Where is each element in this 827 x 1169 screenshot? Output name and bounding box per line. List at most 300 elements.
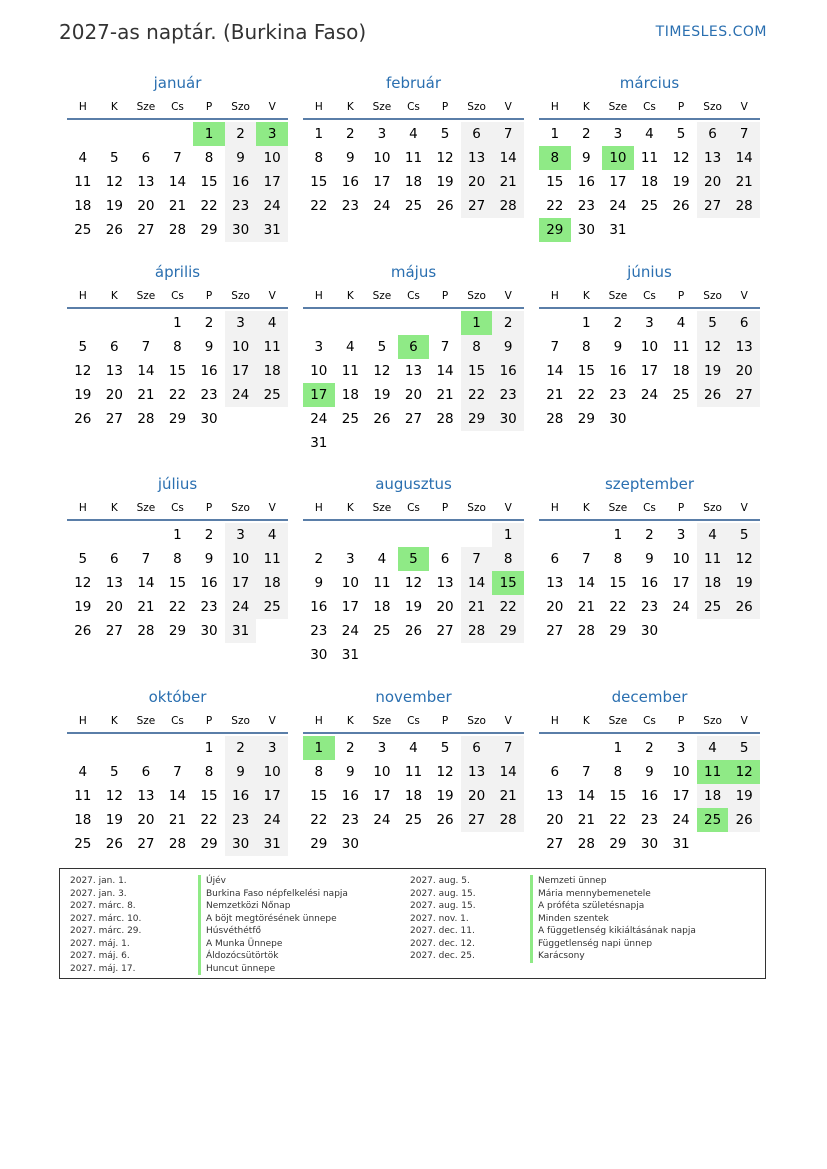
weekday-label: Cs <box>643 502 656 514</box>
day-cell: 18 <box>697 784 729 808</box>
day-cell: 17 <box>373 788 391 804</box>
legend-date: 2027. jan. 3. <box>70 888 127 899</box>
day-cell: 5 <box>78 551 88 567</box>
month-8 <box>303 473 524 667</box>
weekday-label: V <box>740 290 748 302</box>
day-cell: 30 <box>225 218 257 242</box>
weekday-label: H <box>550 101 559 113</box>
day-cell: 11 <box>74 174 92 190</box>
weekday-header <box>539 285 760 309</box>
weekday-label: Cs <box>643 101 656 113</box>
day-cell: 21 <box>168 198 187 214</box>
weekday-label: V <box>504 502 512 514</box>
empty-cell <box>99 523 131 547</box>
legend-date: 2027. nov. 1. <box>410 913 469 924</box>
weekday-label: H <box>78 502 87 514</box>
empty-cell <box>335 311 367 335</box>
day-cell: 26 <box>436 812 454 828</box>
weekday-label: Sze <box>608 101 628 113</box>
day-cell: 18 <box>256 571 288 595</box>
day-cell: 4 <box>256 523 288 547</box>
weekday-label: H <box>314 715 323 727</box>
empty-cell <box>461 523 493 547</box>
day-cell: 22 <box>546 198 564 214</box>
day-cell: 31 <box>256 218 288 242</box>
legend-date: 2027. márc. 29. <box>70 926 142 936</box>
day-cell: 26 <box>404 623 423 639</box>
day-cell: 31 <box>225 619 257 643</box>
legend-date: 2027. aug. 5. <box>410 876 470 886</box>
day-cell: 11 <box>697 547 729 571</box>
day-cell: 13 <box>728 335 760 359</box>
legend-date: 2027. máj. 17. <box>70 963 136 974</box>
month-1 <box>67 72 288 242</box>
day-cell: 3 <box>377 740 387 756</box>
empty-cell <box>303 311 335 335</box>
weekday-label: Cs <box>407 101 420 113</box>
day-cell: 24 <box>341 623 359 639</box>
weekday-label: Szo <box>467 715 486 727</box>
legend-date: 2027. aug. 15. <box>410 901 476 911</box>
weekday-label: P <box>677 502 685 514</box>
day-cell: 9 <box>492 335 524 359</box>
holiday-day-cell: 6 <box>398 335 430 359</box>
day-cell: 8 <box>204 764 214 780</box>
weekday-label: Szo <box>703 715 722 727</box>
empty-cell <box>539 736 571 760</box>
day-cell: 2 <box>225 122 257 146</box>
legend-row <box>70 888 400 901</box>
day-cell: 9 <box>613 339 623 355</box>
day-cell: 13 <box>546 788 564 804</box>
day-cell: 25 <box>697 595 729 619</box>
day-cell: 15 <box>168 363 187 379</box>
day-cell: 23 <box>200 599 218 615</box>
day-cell: 2 <box>582 126 591 142</box>
day-cell: 31 <box>609 222 627 238</box>
day-cell: 17 <box>256 784 288 808</box>
day-cell: 14 <box>546 363 564 379</box>
day-cell: 14 <box>577 788 595 804</box>
day-grid <box>67 736 288 856</box>
weekday-label: Cs <box>407 290 420 302</box>
month-name: február <box>385 74 442 92</box>
day-cell: 12 <box>373 363 391 379</box>
legend-row <box>410 875 750 888</box>
holiday-day-cell: 25 <box>697 808 729 832</box>
day-cell: 2 <box>492 311 524 335</box>
weekday-header <box>303 285 524 309</box>
day-cell: 18 <box>404 788 423 804</box>
day-cell: 7 <box>582 764 591 780</box>
day-cell: 23 <box>577 198 595 214</box>
empty-cell <box>539 311 571 335</box>
empty-cell <box>398 311 430 335</box>
day-cell: 22 <box>492 595 524 619</box>
holiday-day-cell: 1 <box>193 122 225 146</box>
weekday-header <box>67 96 288 120</box>
day-cell: 27 <box>137 222 155 238</box>
legend-holiday-name: A Munka Ünnepe <box>198 938 282 951</box>
legend-date: 2027. máj. 1. <box>70 938 130 949</box>
weekday-label: V <box>268 101 276 113</box>
month-name: november <box>375 688 452 706</box>
weekday-label: P <box>205 101 213 113</box>
day-cell: 11 <box>256 547 288 571</box>
weekday-label: V <box>504 715 512 727</box>
day-cell: 27 <box>105 411 123 427</box>
weekday-label: K <box>346 502 354 514</box>
month-12 <box>539 686 760 856</box>
day-cell: 20 <box>105 599 123 615</box>
legend-row <box>70 950 400 963</box>
day-cell: 9 <box>645 764 654 780</box>
weekday-label: V <box>504 290 512 302</box>
day-cell: 16 <box>310 599 328 615</box>
weekday-label: Sze <box>608 502 628 514</box>
day-cell: 1 <box>492 523 524 547</box>
day-cell: 26 <box>105 836 123 852</box>
day-cell: 9 <box>225 146 257 170</box>
day-cell: 20 <box>137 812 155 828</box>
day-cell: 11 <box>404 150 423 166</box>
month-name: április <box>154 263 201 281</box>
day-cell: 18 <box>74 812 92 828</box>
day-cell: 27 <box>728 383 760 407</box>
day-cell: 14 <box>461 571 493 595</box>
day-cell: 20 <box>436 599 454 615</box>
day-cell: 11 <box>672 339 690 355</box>
weekday-label: Szo <box>467 290 486 302</box>
day-cell: 21 <box>461 595 493 619</box>
day-cell: 9 <box>204 551 214 567</box>
legend-holiday-name: Áldozócsütörtök <box>198 950 278 963</box>
day-cell: 10 <box>672 551 690 567</box>
day-cell: 13 <box>137 788 155 804</box>
weekday-header <box>67 710 288 734</box>
day-cell: 28 <box>137 411 155 427</box>
day-cell: 11 <box>256 335 288 359</box>
holiday-day-cell: 17 <box>303 383 335 407</box>
day-cell: 26 <box>436 198 454 214</box>
day-cell: 19 <box>436 174 454 190</box>
day-cell: 1 <box>550 126 560 142</box>
weekday-label: Sze <box>608 715 628 727</box>
day-cell: 9 <box>645 551 654 567</box>
day-cell: 7 <box>440 339 450 355</box>
month-9 <box>539 473 760 643</box>
empty-cell <box>398 523 430 547</box>
day-cell: 28 <box>436 411 454 427</box>
day-cell: 14 <box>436 363 454 379</box>
weekday-header <box>303 497 524 521</box>
month-3 <box>539 72 760 242</box>
day-cell: 9 <box>204 339 214 355</box>
month-name: október <box>148 688 207 706</box>
day-cell: 2 <box>613 315 623 331</box>
legend-date: 2027. dec. 25. <box>410 951 475 961</box>
day-cell: 3 <box>676 740 686 756</box>
day-grid <box>67 122 288 242</box>
day-cell: 6 <box>461 122 493 146</box>
month-name: augusztus <box>375 475 452 493</box>
day-cell: 24 <box>672 812 690 828</box>
day-cell: 25 <box>256 595 288 619</box>
legend-holiday-name: Mária mennybemenetele <box>530 888 651 901</box>
day-grid <box>303 523 524 667</box>
month-name: június <box>627 263 672 281</box>
weekday-label: Cs <box>643 290 656 302</box>
day-cell: 13 <box>461 760 493 784</box>
day-cell: 25 <box>404 812 423 828</box>
weekday-label: Szo <box>467 101 486 113</box>
day-cell: 1 <box>582 315 591 331</box>
day-cell: 12 <box>697 335 729 359</box>
legend-holiday-name: A függetlenség kikiáltásának napja <box>530 925 696 938</box>
weekday-label: K <box>582 101 590 113</box>
day-cell: 18 <box>404 174 423 190</box>
empty-cell <box>130 311 162 335</box>
legend-date: 2027. aug. 15. <box>410 888 476 899</box>
weekday-label: Szo <box>703 101 722 113</box>
holiday-day-cell: 11 <box>697 760 729 784</box>
day-cell: 30 <box>640 623 659 639</box>
weekday-label: Sze <box>136 715 156 727</box>
day-cell: 10 <box>256 760 288 784</box>
empty-cell <box>571 523 603 547</box>
legend-holiday-name: Húsvéthétfő <box>198 925 261 938</box>
day-cell: 8 <box>461 335 493 359</box>
legend-date: 2027. márc. 10. <box>70 913 142 924</box>
brand-link[interactable]: TIMESLES.COM <box>655 24 767 40</box>
day-cell: 16 <box>341 174 359 190</box>
weekday-label: Szo <box>467 502 486 514</box>
day-cell: 23 <box>225 808 257 832</box>
day-cell: 13 <box>137 174 155 190</box>
day-cell: 20 <box>546 599 564 615</box>
day-cell: 19 <box>74 387 92 403</box>
day-cell: 24 <box>310 411 328 427</box>
legend-date: 2027. dec. 11. <box>410 926 475 936</box>
legend-row <box>70 913 400 926</box>
day-cell: 5 <box>697 311 729 335</box>
weekday-label: P <box>441 715 449 727</box>
day-cell: 21 <box>577 599 595 615</box>
legend-column-right <box>410 875 750 963</box>
empty-cell <box>571 736 603 760</box>
day-cell: 6 <box>440 551 450 567</box>
day-cell: 14 <box>168 174 187 190</box>
weekday-label: H <box>314 290 323 302</box>
day-cell: 19 <box>373 387 391 403</box>
day-cell: 16 <box>640 575 659 591</box>
day-cell: 26 <box>672 198 690 214</box>
day-cell: 10 <box>373 150 391 166</box>
empty-cell <box>67 311 99 335</box>
day-cell: 30 <box>225 832 257 856</box>
day-cell: 25 <box>672 387 690 403</box>
weekday-label: K <box>346 101 354 113</box>
empty-cell <box>67 122 99 146</box>
day-cell: 18 <box>341 387 359 403</box>
weekday-label: V <box>268 502 276 514</box>
day-cell: 21 <box>546 387 564 403</box>
day-cell: 27 <box>137 836 155 852</box>
day-cell: 15 <box>546 174 564 190</box>
day-cell: 13 <box>546 575 564 591</box>
day-cell: 28 <box>168 222 187 238</box>
day-cell: 1 <box>314 126 324 142</box>
day-cell: 7 <box>141 339 151 355</box>
day-cell: 29 <box>200 222 218 238</box>
day-cell: 11 <box>74 788 92 804</box>
day-cell: 25 <box>256 383 288 407</box>
day-cell: 29 <box>609 623 627 639</box>
day-cell: 11 <box>341 363 359 379</box>
empty-cell <box>429 523 461 547</box>
weekday-label: K <box>110 290 118 302</box>
empty-cell <box>99 311 131 335</box>
day-cell: 22 <box>609 599 627 615</box>
day-cell: 1 <box>613 740 623 756</box>
day-cell: 7 <box>728 122 760 146</box>
day-cell: 29 <box>168 623 187 639</box>
day-cell: 30 <box>492 407 524 431</box>
day-cell: 1 <box>204 740 214 756</box>
legend-holiday-name: Minden szentek <box>530 913 609 926</box>
weekday-label: H <box>78 715 87 727</box>
day-cell: 3 <box>676 527 686 543</box>
day-cell: 3 <box>314 339 324 355</box>
weekday-label: Cs <box>407 715 420 727</box>
day-cell: 6 <box>110 551 119 567</box>
weekday-label: K <box>110 715 118 727</box>
day-cell: 23 <box>200 387 218 403</box>
day-cell: 17 <box>373 174 391 190</box>
day-cell: 21 <box>492 784 524 808</box>
holiday-legend <box>59 868 766 979</box>
day-cell: 28 <box>461 619 493 643</box>
day-cell: 15 <box>577 363 595 379</box>
empty-cell <box>366 311 398 335</box>
day-cell: 10 <box>672 764 690 780</box>
weekday-header <box>539 710 760 734</box>
day-cell: 24 <box>373 812 391 828</box>
weekday-header <box>303 710 524 734</box>
weekday-label: Szo <box>703 290 722 302</box>
holiday-day-cell: 1 <box>303 736 335 760</box>
month-name: január <box>153 74 202 92</box>
weekday-label: Szo <box>231 290 250 302</box>
day-cell: 26 <box>105 222 123 238</box>
day-cell: 8 <box>204 150 214 166</box>
holiday-day-cell: 5 <box>398 547 430 571</box>
weekday-label: Sze <box>372 290 392 302</box>
day-cell: 28 <box>492 808 524 832</box>
day-cell: 23 <box>492 383 524 407</box>
day-cell: 19 <box>728 784 760 808</box>
legend-holiday-name: A próféta születésnapja <box>530 900 644 913</box>
weekday-label: K <box>110 101 118 113</box>
day-cell: 20 <box>461 784 493 808</box>
weekday-label: Cs <box>171 502 184 514</box>
day-cell: 26 <box>74 411 92 427</box>
weekday-label: H <box>314 101 323 113</box>
day-cell: 16 <box>640 788 659 804</box>
day-cell: 27 <box>105 623 123 639</box>
day-cell: 10 <box>373 764 391 780</box>
day-cell: 20 <box>461 170 493 194</box>
month-7 <box>67 473 288 643</box>
day-cell: 3 <box>377 126 387 142</box>
weekday-label: Szo <box>231 715 250 727</box>
day-cell: 5 <box>440 740 450 756</box>
empty-cell <box>130 523 162 547</box>
empty-cell <box>130 736 162 760</box>
weekday-label: Cs <box>171 101 184 113</box>
day-cell: 23 <box>341 812 359 828</box>
day-grid <box>539 736 760 856</box>
day-cell: 27 <box>436 623 454 639</box>
weekday-label: Cs <box>171 290 184 302</box>
day-cell: 12 <box>436 764 454 780</box>
weekday-label: V <box>268 290 276 302</box>
day-cell: 29 <box>609 836 627 852</box>
weekday-label: Sze <box>136 290 156 302</box>
weekday-label: K <box>110 502 118 514</box>
legend-row <box>70 963 400 976</box>
day-cell: 10 <box>256 146 288 170</box>
day-cell: 15 <box>310 174 328 190</box>
day-cell: 4 <box>256 311 288 335</box>
day-cell: 30 <box>310 647 328 663</box>
day-cell: 21 <box>492 170 524 194</box>
day-cell: 12 <box>105 174 123 190</box>
legend-row <box>410 950 750 963</box>
day-cell: 9 <box>314 575 324 591</box>
day-cell: 16 <box>200 575 218 591</box>
day-cell: 25 <box>404 198 423 214</box>
day-cell: 2 <box>346 740 355 756</box>
day-cell: 13 <box>697 146 729 170</box>
day-cell: 12 <box>672 150 690 166</box>
weekday-label: Szo <box>703 502 722 514</box>
weekday-label: P <box>441 101 449 113</box>
legend-holiday-name: Függetlenség napi ünnep <box>530 938 652 951</box>
day-cell: 23 <box>640 812 659 828</box>
day-cell: 27 <box>461 194 493 218</box>
day-cell: 4 <box>346 339 355 355</box>
holiday-day-cell: 10 <box>602 146 634 170</box>
day-cell: 7 <box>492 736 524 760</box>
day-cell: 20 <box>546 812 564 828</box>
day-cell: 17 <box>672 575 690 591</box>
day-cell: 5 <box>78 339 88 355</box>
legend-date: 2027. jan. 1. <box>70 876 127 886</box>
empty-cell <box>162 122 194 146</box>
day-cell: 23 <box>310 623 328 639</box>
day-cell: 3 <box>225 311 257 335</box>
empty-cell <box>429 311 461 335</box>
day-cell: 27 <box>546 836 564 852</box>
day-cell: 12 <box>105 788 123 804</box>
day-cell: 15 <box>168 575 187 591</box>
day-cell: 8 <box>314 150 324 166</box>
day-cell: 1 <box>613 527 623 543</box>
day-cell: 22 <box>168 387 187 403</box>
day-cell: 23 <box>640 599 659 615</box>
empty-cell <box>130 122 162 146</box>
